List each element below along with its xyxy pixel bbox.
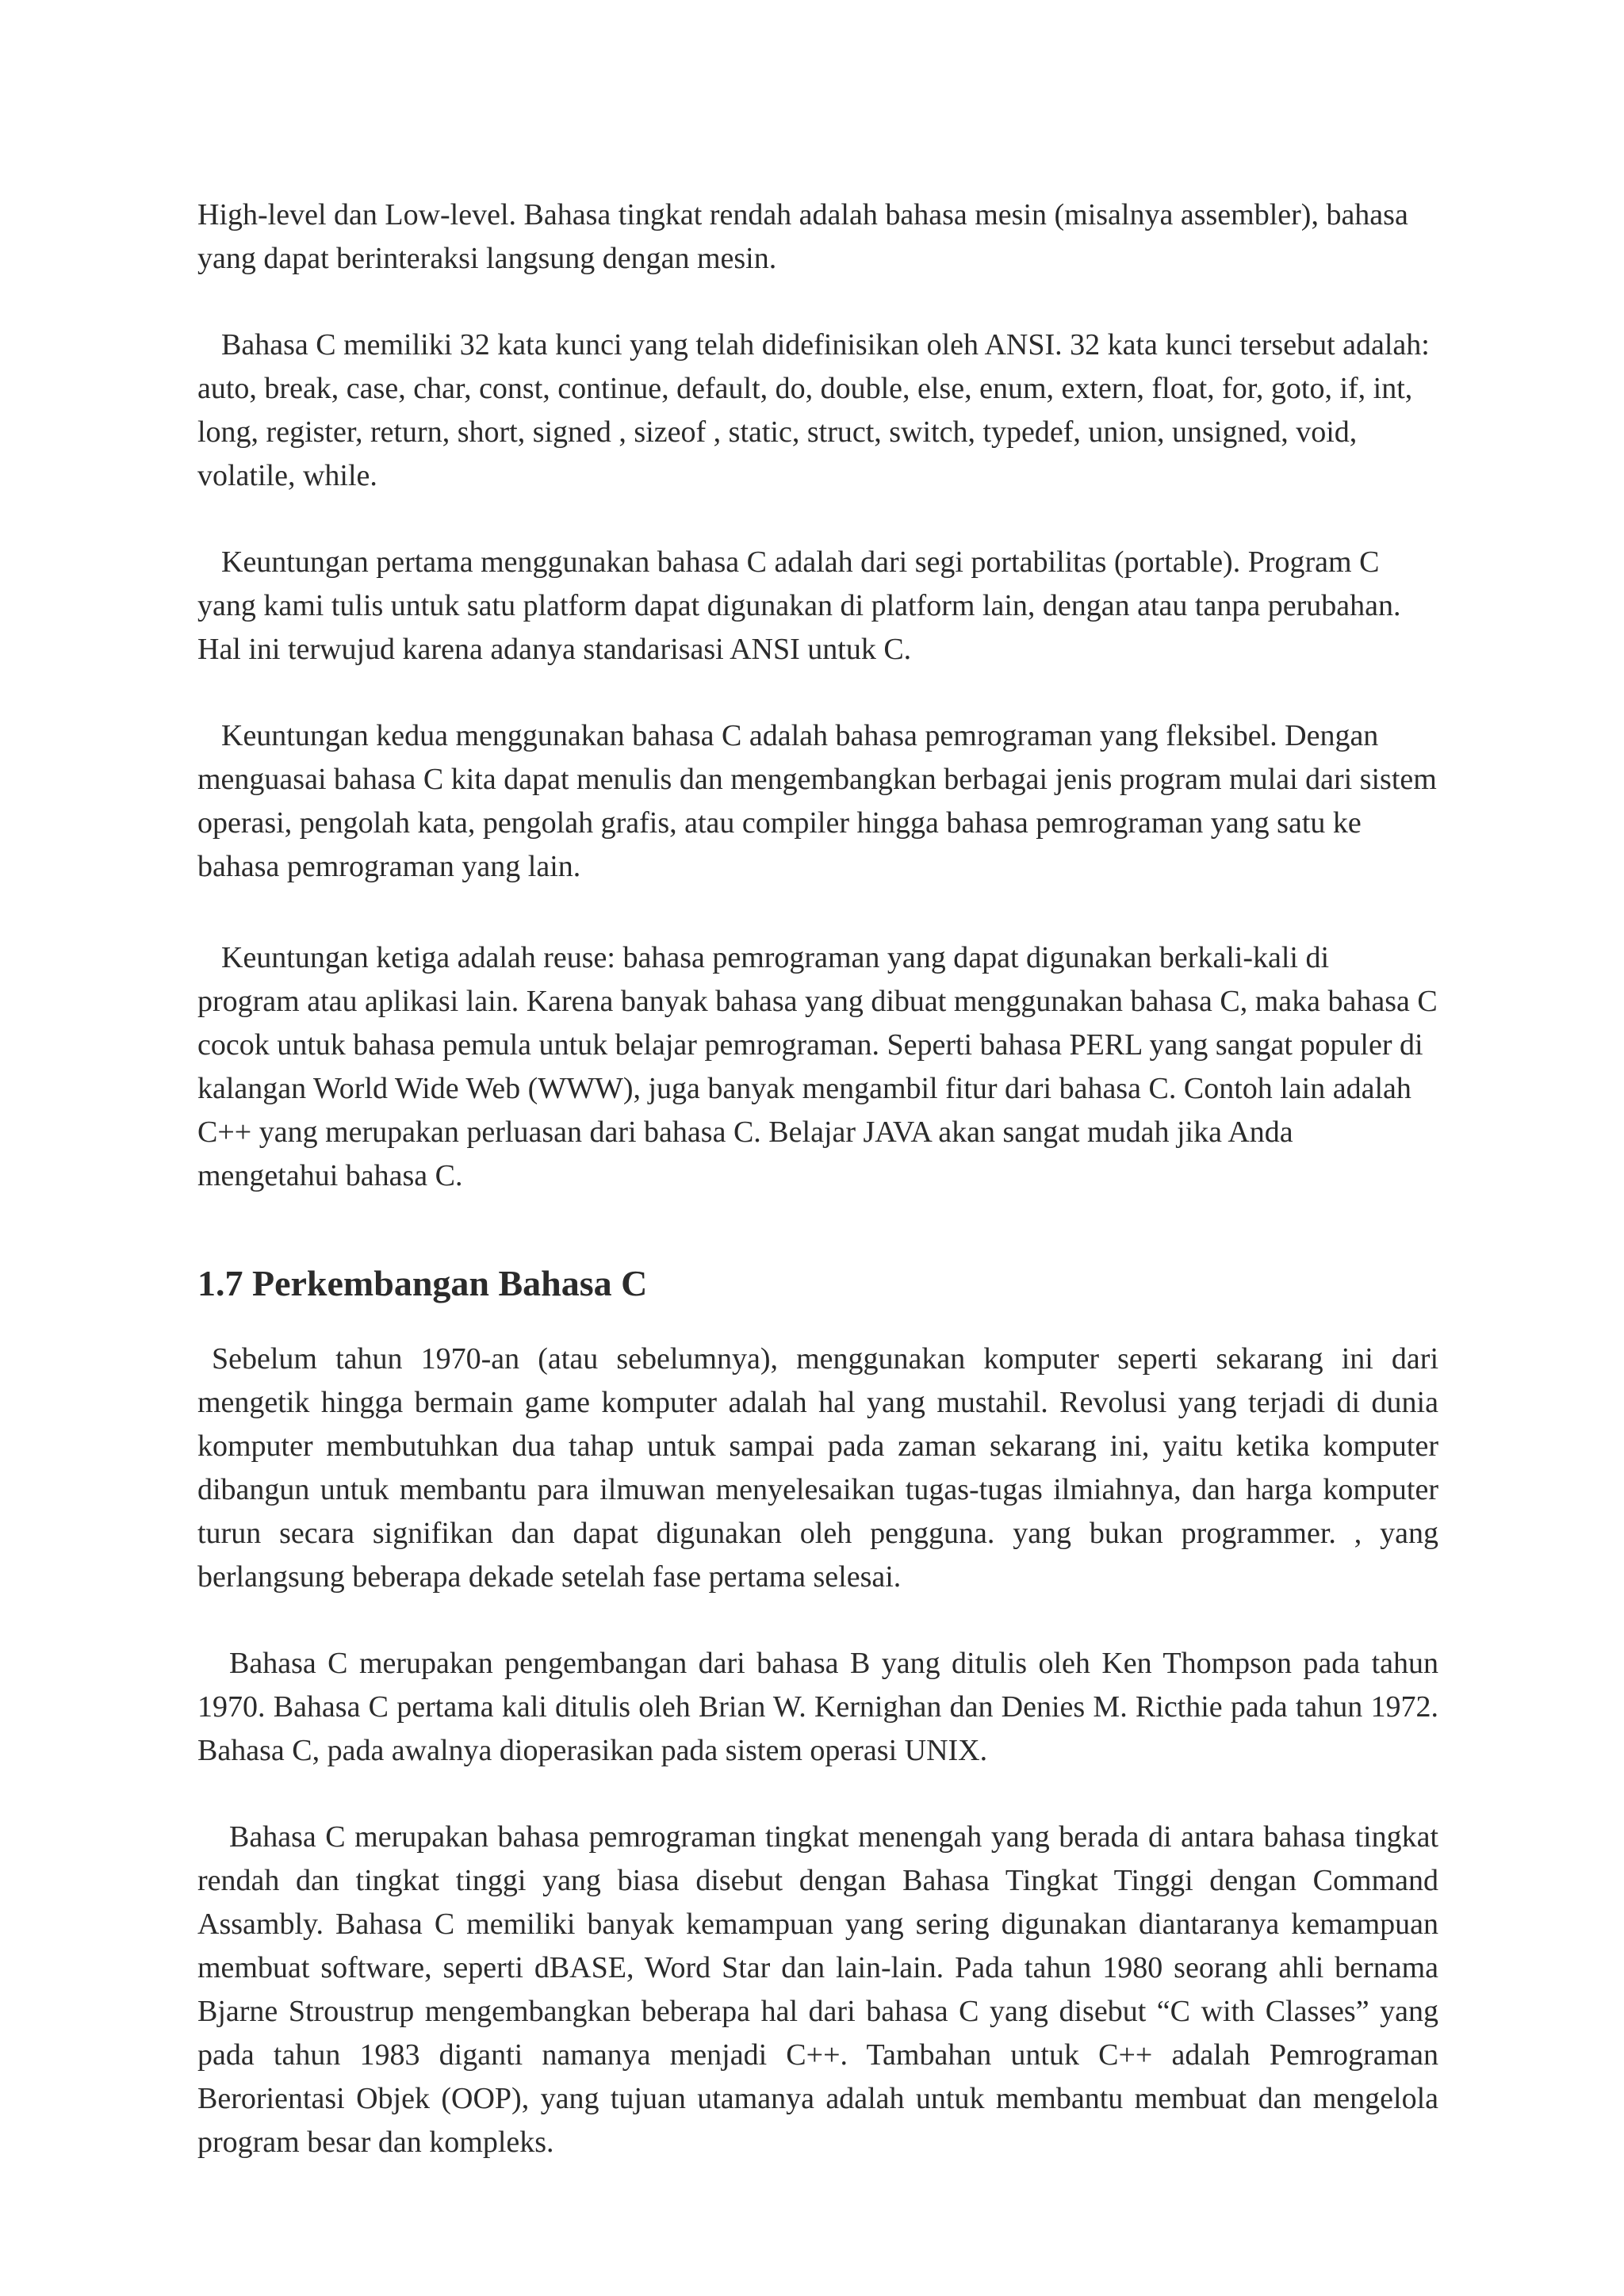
paragraph-portability: Keuntungan pertama menggunakan bahasa C adalah dari segi portabilitas (portable). Program C yang kami tulis untuk satu platform dapat digunakan di platform lain, dengan atau tanpa perubahan. Hal ini terwujud karena adanya standarisasi ANSI untuk C. [197, 545, 1401, 666]
paragraph-history: Sebelum tahun 1970-an (atau sebelumnya), menggunakan komputer seperti sekarang ini dari mengetik hingga bermain game komputer adalah hal yang mustahil. Revolusi yang terjadi di dunia komputer membutuhkan dua tahap untuk sampai pada zaman sekarang ini, yaitu ketika komputer dibangun untuk membantu para ilmuwan menyelesaikan tugas-tugas ilmiahnya, dan harga komputer turun secara signifikan dan dapat digunakan oleh pengguna. yang bukan programmer. , yang berlangsung beberapa dekade setelah fase pertama selesai. [197, 1342, 1438, 1594]
paragraph-origin: Bahasa C merupakan pengembangan dari bahasa B yang ditulis oleh Ken Thompson pada tahun 1970. Bahasa C pertama kali ditulis oleh Brian W. Kernighan dan Denies M. Ricthie pada tahun 1972. Bahasa C, pada awalnya dioperasikan pada sistem operasi UNIX. [197, 1647, 1438, 1767]
paragraph-keywords: Bahasa C memiliki 32 kata kunci yang telah didefinisikan oleh ANSI. 32 kata kunci tersebut adalah: auto, break, case, char, const, continue, default, do, double, else, enum, extern, float, for, goto, if, int, long, register, return, short, signed , sizeof , static, struct, switch, typedef, union, unsigned, void, volatile, while. [197, 328, 1430, 492]
paragraph-flexibility: Keuntungan kedua menggunakan bahasa C adalah bahasa pemrograman yang fleksibel. Dengan menguasai bahasa C kita dapat menulis dan mengembangkan berbagai jenis program mulai dari sistem operasi, pengolah kata, pengolah grafis, atau compiler hingga bahasa pemrograman yang satu ke bahasa pemrograman yang lain. [197, 719, 1437, 883]
document-page [197, 193, 1438, 2164]
paragraph-levels: High-level dan Low-level. Bahasa tingkat rendah adalah bahasa mesin (misalnya assembler), bahasa yang dapat berinteraksi langsung dengan mesin. [197, 198, 1408, 275]
section-heading: 1.7 Perkembangan Bahasa C [197, 1263, 648, 1303]
paragraph-reuse: Keuntungan ketiga adalah reuse: bahasa pemrograman yang dapat digunakan berkali-kali di program atau aplikasi lain. Karena banyak bahasa yang dibuat menggunakan bahasa C, maka bahasa C cocok untuk bahasa pemula untuk belajar pemrograman. Seperti bahasa PERL yang sangat populer di kalangan World Wide Web (WWW), juga banyak mengambil fitur dari bahasa C. Contoh lain adalah C++ yang merupakan perluasan dari bahasa C. Belajar JAVA akan sangat mudah jika Anda mengetahui bahasa C. [197, 941, 1438, 1192]
paragraph-middle-level: Bahasa C merupakan bahasa pemrograman tingkat menengah yang berada di antara bahasa tingkat rendah dan tingkat tinggi yang biasa disebut dengan Bahasa Tingkat Tinggi dengan Command Assambly. Bahasa C memiliki banyak kemampuan yang sering digunakan diantaranya kemampuan membuat software, seperti dBASE, Word Star dan lain-lain. Pada tahun 1980 seorang ahli bernama Bjarne Stroustrup mengembangkan beberapa hal dari bahasa C yang disebut “C with Classes” yang pada tahun 1983 diganti namanya menjadi C++. Tambahan untuk C++ adalah Pemrograman Berorientasi Objek (OOP), yang tujuan utamanya adalah untuk membantu membuat dan mengelola program besar dan kompleks. [197, 1820, 1438, 2159]
